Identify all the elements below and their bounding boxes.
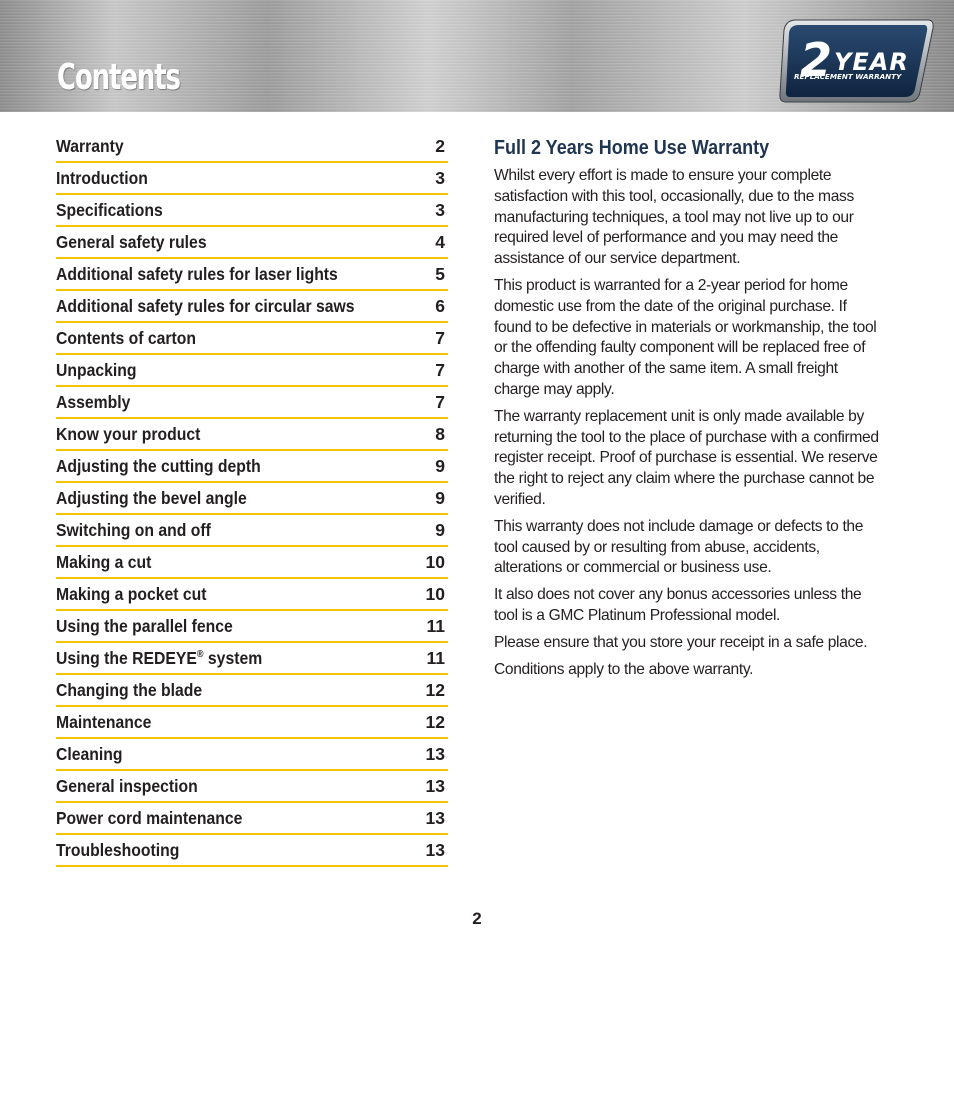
toc-label: Adjusting the bevel angle bbox=[56, 487, 247, 508]
section-body bbox=[494, 166, 886, 680]
paragraph: It also does not cover any bonus accessories unless the tool is a GMC Platinum Professional model. bbox=[494, 586, 862, 624]
toc-row[interactable] bbox=[56, 387, 448, 419]
toc-label: General safety rules bbox=[56, 231, 207, 252]
toc-page-number: 3 bbox=[435, 167, 445, 188]
toc-label: Specifications bbox=[56, 199, 163, 220]
toc-label: Unpacking bbox=[56, 359, 137, 380]
toc-label: Using the REDEYE® system bbox=[56, 647, 263, 668]
toc-row[interactable] bbox=[56, 195, 448, 227]
toc-page-number: 10 bbox=[425, 583, 445, 604]
toc-page-number: 11 bbox=[426, 647, 445, 668]
toc-page-number: 12 bbox=[425, 711, 445, 732]
toc-row[interactable] bbox=[56, 803, 448, 835]
toc-page-number: 7 bbox=[435, 327, 445, 348]
toc-row[interactable] bbox=[56, 419, 448, 451]
page-number: 2 bbox=[472, 909, 482, 928]
toc-page-number: 7 bbox=[435, 359, 445, 380]
toc-page-number: 6 bbox=[435, 295, 445, 316]
badge-word: YEAR bbox=[834, 48, 909, 76]
toc-page-number: 13 bbox=[425, 839, 445, 860]
toc-row[interactable] bbox=[56, 163, 448, 195]
toc-label: Power cord maintenance bbox=[56, 807, 243, 828]
toc-row[interactable] bbox=[56, 323, 448, 355]
toc-row[interactable] bbox=[56, 579, 448, 611]
registered-mark: ® bbox=[196, 648, 204, 660]
toc-label: Making a cut bbox=[56, 551, 152, 572]
toc-label: Additional safety rules for laser lights bbox=[56, 263, 338, 284]
toc-label: General inspection bbox=[56, 775, 198, 796]
toc-label: Assembly bbox=[56, 391, 131, 412]
toc-label: Introduction bbox=[56, 167, 148, 188]
toc-row[interactable] bbox=[56, 611, 448, 643]
toc-page-number: 2 bbox=[435, 135, 445, 156]
toc-row[interactable] bbox=[56, 835, 448, 867]
toc-page-number: 10 bbox=[425, 551, 445, 572]
section-heading: Full 2 Years Home Use Warranty bbox=[494, 137, 770, 159]
toc-label: Using the parallel fence bbox=[56, 615, 233, 636]
toc-row[interactable] bbox=[56, 771, 448, 803]
page-title: Contents bbox=[57, 57, 180, 98]
toc-page-number: 5 bbox=[435, 263, 445, 284]
toc-label: Additional safety rules for circular saws bbox=[56, 295, 355, 316]
toc-label: Adjusting the cutting depth bbox=[56, 455, 261, 476]
paragraph: Conditions apply to the above warranty. bbox=[494, 660, 754, 678]
badge-subtitle: REPLACEMENT WARRANTY bbox=[794, 72, 902, 81]
page-header bbox=[0, 0, 954, 112]
toc-label: Changing the blade bbox=[56, 679, 203, 700]
toc-page-number: 8 bbox=[435, 423, 445, 444]
table-of-contents bbox=[56, 131, 448, 867]
toc-label: Contents of carton bbox=[56, 327, 197, 348]
paragraph: The warranty replacement unit is only made available by returning the tool to the place of purchase with a confirmed register receipt. Proof of purchase is essential. We reserve the right to reject any claim where the purchase cannot be verified. bbox=[494, 407, 879, 508]
toc-row[interactable] bbox=[56, 483, 448, 515]
toc-row[interactable] bbox=[56, 515, 448, 547]
toc-page-number: 7 bbox=[435, 391, 445, 412]
toc-page-number: 13 bbox=[425, 743, 445, 764]
toc-page-number: 13 bbox=[425, 807, 445, 828]
warranty-section bbox=[494, 135, 886, 686]
toc-row[interactable] bbox=[56, 259, 448, 291]
paragraph: Whilst every effort is made to ensure your complete satisfaction with this tool, occasionally, due to the mass manufacturing techniques, a tool may not live up to our required level of performance and you may need the assistance of our service department. bbox=[494, 167, 854, 268]
toc-row[interactable] bbox=[56, 675, 448, 707]
toc-label: Cleaning bbox=[56, 743, 123, 764]
warranty-badge bbox=[778, 16, 934, 104]
toc-row[interactable] bbox=[56, 547, 448, 579]
paragraph: Please ensure that you store your receipt in a safe place. bbox=[494, 633, 868, 651]
toc-label: Warranty bbox=[56, 135, 124, 156]
toc-label: Switching on and off bbox=[56, 519, 211, 540]
toc-page-number: 9 bbox=[435, 455, 445, 476]
toc-label: Troubleshooting bbox=[56, 839, 180, 860]
toc-row[interactable] bbox=[56, 131, 448, 163]
toc-row[interactable] bbox=[56, 451, 448, 483]
toc-label: Making a pocket cut bbox=[56, 583, 207, 604]
toc-label: Maintenance bbox=[56, 711, 152, 732]
paragraph: This warranty does not include damage or defects to the tool caused by or resulting from abuse, accidents, alterations or commercial or business use. bbox=[494, 517, 864, 577]
toc-page-number: 3 bbox=[435, 199, 445, 220]
toc-row[interactable] bbox=[56, 227, 448, 259]
toc-page-number: 11 bbox=[426, 615, 445, 636]
toc-row[interactable] bbox=[56, 291, 448, 323]
toc-row[interactable] bbox=[56, 707, 448, 739]
paragraph: This product is warranted for a 2-year period for home domestic use from the date of the original purchase. If found to be defective in materials or workmanship, the tool or the offending faulty component will be replaced free of charge with another of the same item. A small freight charge may apply. bbox=[494, 276, 877, 398]
toc-row[interactable] bbox=[56, 739, 448, 771]
toc-row[interactable] bbox=[56, 355, 448, 387]
toc-page-number: 4 bbox=[435, 231, 445, 252]
toc-page-number: 9 bbox=[435, 487, 445, 508]
toc-label: Know your product bbox=[56, 423, 201, 444]
toc-page-number: 12 bbox=[425, 679, 445, 700]
toc-row[interactable] bbox=[56, 643, 448, 675]
toc-page-number: 9 bbox=[435, 519, 445, 540]
toc-page-number: 13 bbox=[425, 775, 445, 796]
badge-number: 2 bbox=[800, 33, 833, 87]
